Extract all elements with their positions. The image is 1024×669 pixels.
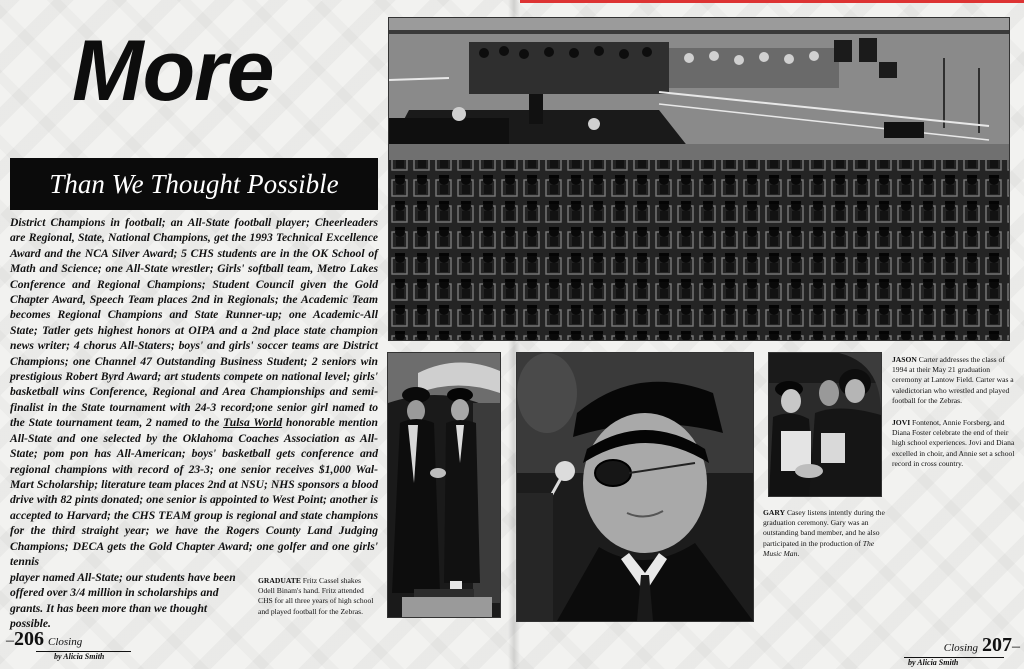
caption-gary-name: GARY [763,508,786,517]
caption-jason-text: Carter addresses the class of 1994 at their May 21 graduation ceremony at Lantow Field. Carter was a valedictorian who wrestled and played football for the Zebras. [892,355,1014,405]
caption-fritz-name: GRADUATE [258,576,301,585]
caption-gary-show: The Music Man [763,538,875,558]
folio-left-dash: – [6,632,14,649]
caption-jason [892,355,1020,406]
caption-gary-end: . [797,548,800,558]
folio-left [6,628,136,661]
caption-jovi [892,418,1020,469]
folio-right [890,634,1020,667]
folio-left-byline: by Alicia Smith [54,652,105,661]
caption-jason-name: JASON [892,355,917,364]
caption-gary-text: Casey listens intently during the graduation ceremony. Gary was an outstanding band member, and he also participated in the production of [763,508,885,548]
caption-jovi-name: JOVI [892,418,911,427]
caption-fritz-text: Fritz Cassel shakes Odell Binam's hand. Fritz attended CHS for all three years of high school and played football for the Zebras. [258,576,374,616]
graduation-ceremony-photo [389,18,1009,340]
caption-jovi-text: Fontenot, Annie Forsberg, and Diana Foster celebrate the end of their high school experiences. Jovi and Diana excelled in choir, and Annie set a school record in cross country. [892,418,1015,468]
folio-left-section: Closing [48,636,83,648]
page-number-207: 207 [982,634,1012,656]
tulsa-world-underlined: Tulsa World [223,416,283,430]
caption-gary [763,508,885,559]
body-copy-part-1: District Champions in football; an All-State football player; Cheerleaders are Regional, State, National Champions, get the 1993 Technical Excellence Award and the NCA Silver Award; 5 CHS students are in the OK School of Math and Science; one All-State wrestler; Girls' softball team, Metro Lakes Conference and Regional Champions; Student Council given the Gold Chapter Award, Speech Team places 2nd in Regionals; the Academic Team becomes Regional Champions and State Runner-up; one Academic-All State; Tatler gets highest honors at OIPA and a 2nd place state champion news writer; 4 chorus All-Staters; boys' and girls' soccer teams are District Champions; one Channel 47 Outstanding Business Student; 2 seniors win prestigious Robert Byrd Award; art students compete on national level; girls' basketball wins Conference, Regional and Area Championships and semi-finalist in the State tournament with 24-3 record;one senior girl named to the State tournament team, 2 named to the [10,216,378,430]
body-copy-part-2: honorable mention All-State and one selected by the Oklahoma Coaches Association as All-State; pom pon has All-American; boys' basketball gets conference and regional champions with record of 23-3; one senior receives $1,000 Wal-Mart Scholarship; literature team places 2nd at NSU; NHS sponsors a blood drive with 82 pints donated; one senior is appointed to West Point; another is accepted to Harvard; the CHS TEAM group is regional and state champions for the third straight year; we have the Rogers County Land Judging Champions; DECA gets the Gold Chapter Award; one golfer and one girls' tennis [10,416,379,568]
headline-bar [10,158,378,210]
handshake-photo [388,353,500,617]
folio-right-section: Closing [943,642,978,654]
top-edge-stripe [520,0,1024,3]
body-copy [10,215,378,569]
folio-right-dash: – [1012,638,1020,655]
caption-fritz [258,576,378,617]
three-girls-photo [769,353,881,496]
gary-casey-photo [517,353,753,621]
headline-subtitle: Than We Thought Possible [49,168,339,199]
page-number-206: 206 [14,628,44,650]
headline-more: More [72,23,274,119]
body-copy-tail: player named All-State; our students have been offered over 3/4 million in scholarships and grants. It has been more than we thought possible. [10,571,236,631]
folio-right-byline: by Alicia Smith [908,658,959,667]
